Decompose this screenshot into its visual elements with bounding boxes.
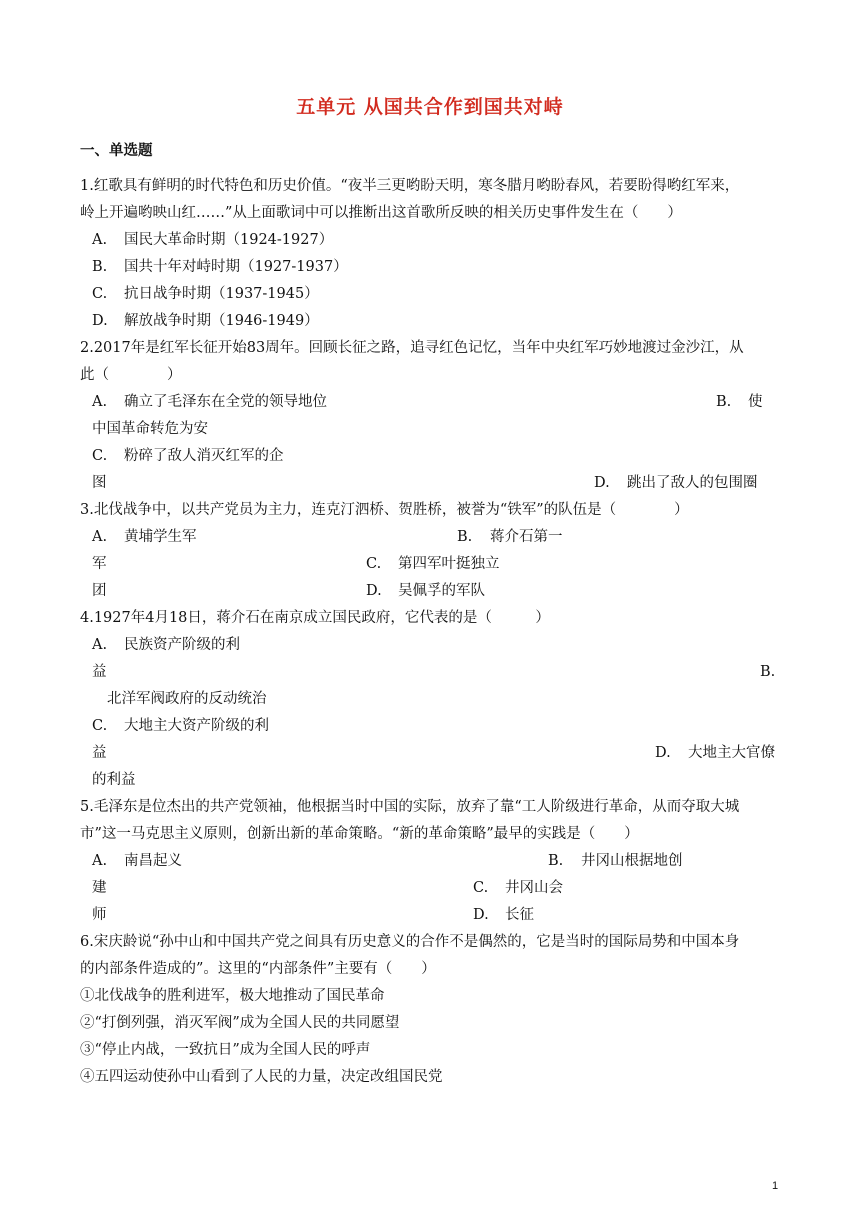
q5-option-b-text-1: 井冈山根据地创 xyxy=(581,853,683,869)
q5-option-a-label: A. xyxy=(92,853,108,869)
question-1-line-2: 岭上开遍哟映山红……”从上面歌词中可以推断出这首歌所反映的相关历史事件发生在（ ） xyxy=(80,205,682,221)
q4-option-a-text-2: 益 xyxy=(92,664,107,680)
q3-option-b-text-2: 团 xyxy=(92,583,107,599)
q2-option-c-label: C. xyxy=(92,448,108,464)
q2-option-b-label: B. xyxy=(716,394,732,410)
q1-option-b-text: 国共十年对峙时期（1927-1937） xyxy=(124,259,348,275)
q6-item-1: ①北伐战争的胜利进军，极大地推动了国民革命 xyxy=(80,988,385,1004)
question-5-line-1: 5.毛泽东是位杰出的共产党领袖，他根据当时中国的实际，放弃了靠“工人阶级进行革命，从而夺取大城 xyxy=(80,799,740,815)
question-6-line-2: 的内部条件造成的”。这里的“内部条件”主要有（ ） xyxy=(80,961,436,977)
q1-option-c-text: 抗日战争时期（1937-1945） xyxy=(124,286,319,302)
q6-item-3: ③“停止内战，一致抗日”成为全国人民的呼声 xyxy=(80,1042,371,1058)
q1-option-c-label: C. xyxy=(92,286,108,302)
q6-item-4: ④五四运动使孙中山看到了人民的力量，决定改组国民党 xyxy=(80,1069,443,1085)
q3-option-b-text-1: 蒋介石第一 xyxy=(490,529,563,545)
q2-option-b-text-1: 使 xyxy=(748,394,763,410)
q4-option-a-text-1: 民族资产阶级的利 xyxy=(124,637,240,653)
q3-option-a-label: A. xyxy=(92,529,108,545)
question-6-line-1: 6.宋庆龄说“孙中山和中国共产党之间具有历史意义的合作不是偶然的，它是当时的国际局势和中国本身 xyxy=(80,934,740,950)
q5-option-a-text: 南昌起义 xyxy=(124,853,182,869)
q5-option-c-label: C. xyxy=(473,880,489,896)
q1-option-b-label: B. xyxy=(92,259,108,275)
q3-option-a-text-2: 军 xyxy=(92,556,107,572)
q2-option-a-label: A. xyxy=(92,394,108,410)
q2-option-c-text-1: 粉碎了敌人消灭红军的企 xyxy=(124,448,284,464)
q3-option-a-text-1: 黄埔学生军 xyxy=(124,529,197,545)
q3-option-d-text: 吴佩孚的军队 xyxy=(398,583,485,599)
q3-option-d-label: D. xyxy=(366,583,382,599)
q2-option-c-text-2: 图 xyxy=(92,475,107,491)
q4-option-a-label: A. xyxy=(92,637,108,653)
page-title: 五单元 从国共合作到国共对峙 xyxy=(296,96,564,118)
question-2-line-2: 此（ ） xyxy=(80,367,182,383)
q4-option-d-text-2: 的利益 xyxy=(92,772,136,788)
q4-option-d-text-1: 大地主大官僚 xyxy=(688,745,775,761)
question-2-line-1: 2.2017年是红军长征开始83周年。回顾长征之路，追寻红色记忆，当年中央红军巧妙地渡过金沙江，从 xyxy=(80,340,744,356)
question-3-line-1: 3.北伐战争中，以共产党员为主力，连克汀泗桥、贺胜桥，被誉为“铁军”的队伍是（ ） xyxy=(80,502,689,518)
q1-option-d-label: D. xyxy=(92,313,108,329)
question-5-line-2: 市”这一马克思主义原则，创新出新的革命策略。“新的革命策略”最早的实践是（ ） xyxy=(80,826,639,842)
section-heading: 一、单选题 xyxy=(80,143,153,159)
q3-option-c-text: 第四军叶挺独立 xyxy=(398,556,500,572)
q2-option-b-text-2: 中国革命转危为安 xyxy=(92,421,208,437)
q1-option-a-label: A. xyxy=(92,232,108,248)
q1-option-a-text: 国民大革命时期（1924-1927） xyxy=(124,232,334,248)
q3-option-c-label: C. xyxy=(366,556,382,572)
q5-option-c-text-2: 师 xyxy=(92,907,107,923)
q5-option-b-label: B. xyxy=(548,853,564,869)
q5-option-d-label: D. xyxy=(473,907,489,923)
q4-option-b-label: B. xyxy=(760,664,776,680)
question-1-line-1: 1.红歌具有鲜明的时代特色和历史价值。“夜半三更哟盼天明，寒冬腊月哟盼春风，若要盼得哟红军来， xyxy=(80,178,740,194)
q5-option-d-text: 长征 xyxy=(505,907,534,923)
q6-item-2: ②“打倒列强，消灭军阀”成为全国人民的共同愿望 xyxy=(80,1015,400,1031)
q1-option-d-text: 解放战争时期（1946-1949） xyxy=(124,313,319,329)
q4-option-d-label: D. xyxy=(655,745,671,761)
q4-option-c-text-2: 益 xyxy=(92,745,107,761)
q5-option-c-text-1: 井冈山会 xyxy=(505,880,563,896)
q2-option-a-text: 确立了毛泽东在全党的领导地位 xyxy=(124,394,327,410)
q2-option-d-text: 跳出了敌人的包围圈 xyxy=(627,475,758,491)
q2-option-d-label: D. xyxy=(594,475,610,491)
q4-option-c-label: C. xyxy=(92,718,108,734)
q5-option-b-text-2: 建 xyxy=(92,880,107,896)
question-4-line-1: 4.1927年4月18日，蒋介石在南京成立国民政府，它代表的是（ ） xyxy=(80,610,550,626)
page-number: 1 xyxy=(772,1180,779,1192)
q4-option-b-text: 北洋军阀政府的反动统治 xyxy=(107,691,267,707)
q3-option-b-label: B. xyxy=(457,529,473,545)
q4-option-c-text-1: 大地主大资产阶级的利 xyxy=(124,718,269,734)
